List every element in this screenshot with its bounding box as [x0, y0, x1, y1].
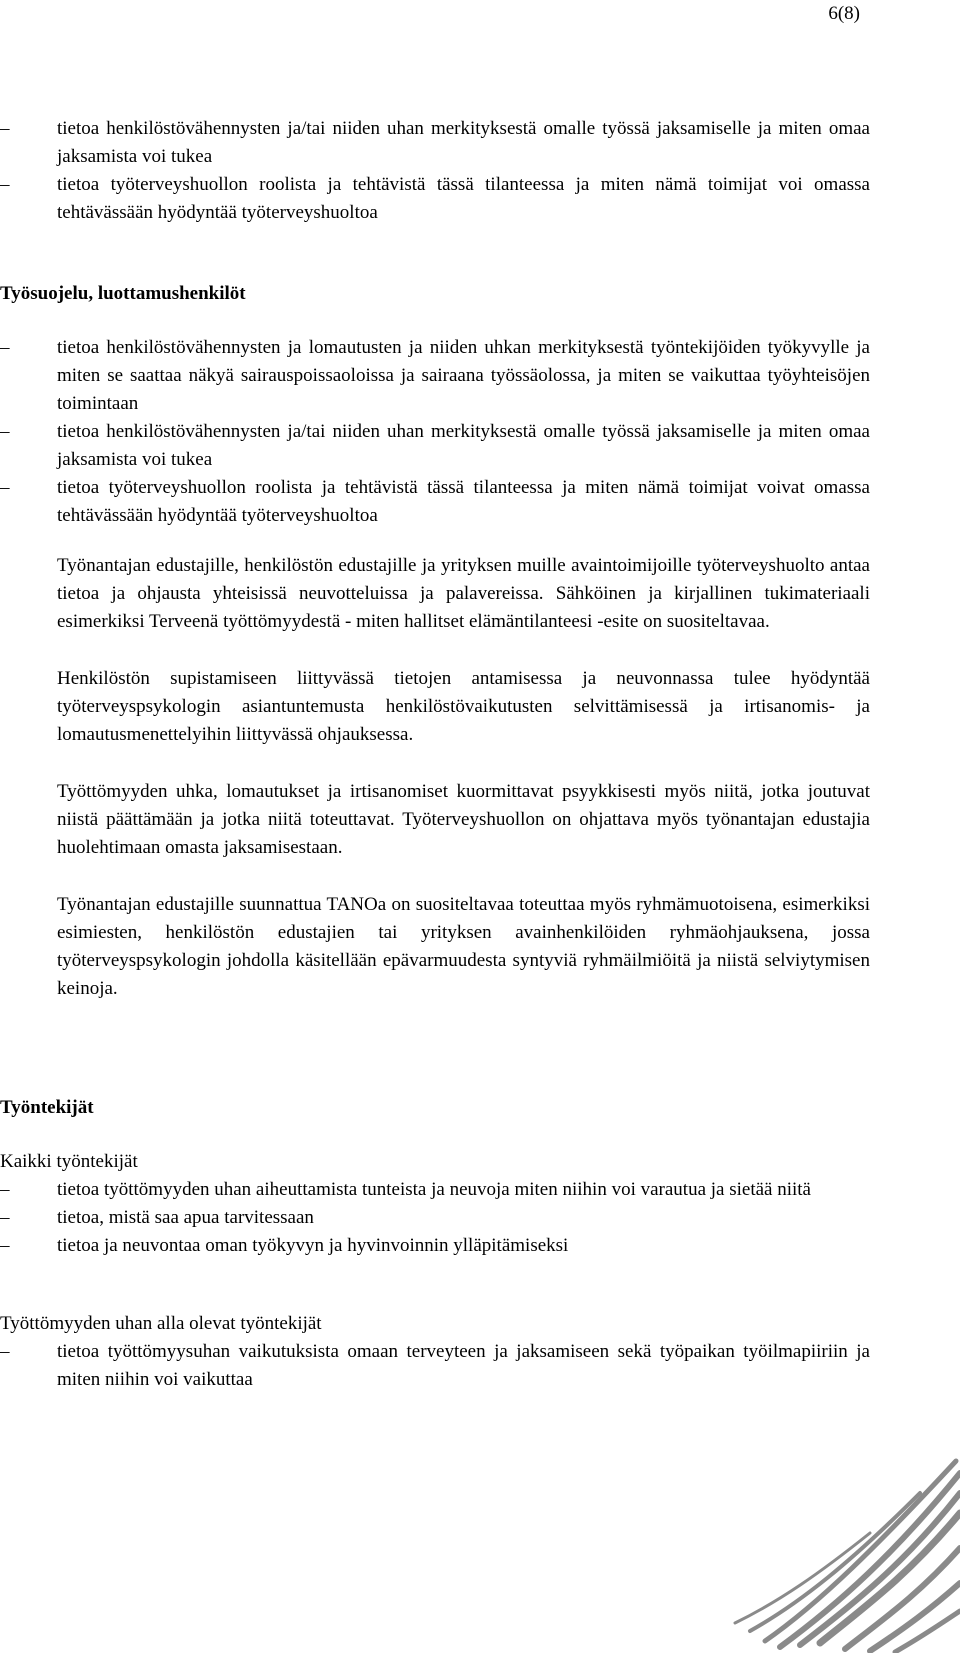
section-heading-tyontekijat: Työntekijät — [0, 1097, 94, 1118]
dash-list — [0, 115, 870, 227]
list-item: – tietoa työterveyshuollon roolista ja tehtävistä tässä tilanteessa ja miten nämä toimijat voivat omassa tehtävässään hyödyntää työterveyshuoltoa — [0, 474, 870, 530]
list-item: – tietoa työttömyysuhan vaikutuksista omaan terveyteen ja jaksamiseen sekä työpaikan työilmapiiriin ja miten niihin voi vaikuttaa — [0, 1338, 870, 1394]
paragraph: Työnantajan edustajille suunnattua TANOa on suositeltavaa toteuttaa myös ryhmämuotoisena, esimerkiksi esimiesten, henkilöstön edustajien tai yrityksen avainhenkilöiden ryhmäohjauksena, jossa työterveyspsykologin johdolla käsitellään epävarmuudesta syntyviä ryhmäilmiöitä ja niistä selviytymisen keinoja. — [57, 894, 870, 999]
dash-list — [0, 334, 870, 530]
list-item: – tietoa, mistä saa apua tarvitessaan — [0, 1204, 870, 1232]
tyosuojelu-section — [0, 280, 870, 308]
subheading-all-workers: Kaikki työntekijät — [0, 1151, 138, 1172]
paragraph: Työttömyyden uhka, lomautukset ja irtisanomiset kuormittavat psyykkisesti myös niitä, jotka joutuvat niistä päättämään ja jotka niitä toteuttavat. Työterveyshuollon on ohjattava myös työnantajan edustajia huolehtimaan omasta jaksamisestaan. — [57, 781, 870, 858]
intro-bullet-list — [0, 115, 870, 227]
all-workers-block — [0, 1148, 870, 1260]
dash-list — [0, 1176, 870, 1260]
list-item: – tietoa henkilöstövähennysten ja/tai niiden uhan merkityksestä omalle työssä jaksamiselle ja miten omaa jaksamista voi tukea — [0, 115, 870, 171]
threatened-workers-block — [0, 1310, 870, 1394]
list-item: – tietoa ja neuvontaa oman työkyvyn ja hyvinvoinnin ylläpitämiseksi — [0, 1232, 870, 1260]
list-item: – tietoa henkilöstövähennysten ja/tai niiden uhan merkityksestä omalle työssä jaksamiselle ja miten omaa jaksamista voi tukea — [0, 418, 870, 474]
section-heading-tyosuojelu: Työsuojelu, luottamushenkilöt — [0, 283, 246, 304]
paragraph: Työnantajan edustajille, henkilöstön edustajille ja yrityksen muille avaintoimijoille työterveyshuolto antaa tietoa ja ohjausta yhteisissä neuvotteluissa ja palavereissa. Sähköinen ja kirjallinen tukimateriaali esimerkiksi Terveenä työttömyydestä - miten hallitset elämäntilanteesi -esite on suositeltavaa. — [57, 555, 870, 632]
wave-stripes-logo-icon — [670, 1453, 960, 1653]
tyontekijat-section — [0, 1094, 870, 1122]
subheading-threatened-workers: Työttömyyden uhan alla olevat työntekijät — [0, 1313, 322, 1334]
list-item: – tietoa henkilöstövähennysten ja lomautusten ja niiden uhkan merkityksestä työntekijöiden työkyvylle ja miten se saattaa näkyä sairauspoissaoloissa ja sairaana työssäolossa, ja miten se vaikuttaa työyhteisöjen toimintaan — [0, 334, 870, 418]
list-item: – tietoa työterveyshuollon roolista ja tehtävistä tässä tilanteessa ja miten nämä toimijat voi omassa tehtävässään hyödyntää työterveyshuoltoa — [0, 171, 870, 227]
tyosuojelu-bullet-list — [0, 334, 870, 530]
body-paragraphs — [0, 552, 870, 1032]
dash-list — [0, 1338, 870, 1394]
page-number: 6(8) — [828, 3, 860, 24]
list-item: – tietoa työttömyyden uhan aiheuttamista tunteista ja neuvoja miten niihin voi varautua ja sietää niitä — [0, 1176, 870, 1204]
paragraph: Henkilöstön supistamiseen liittyvässä tietojen antamisessa ja neuvonnassa tulee hyödyntää työterveyspsykologin asiantuntemusta henkilöstövaikutusten selvittämisessä ja irtisanomis- ja lomautusmenettelyihin liittyvässä ohjauksessa. — [57, 668, 870, 745]
